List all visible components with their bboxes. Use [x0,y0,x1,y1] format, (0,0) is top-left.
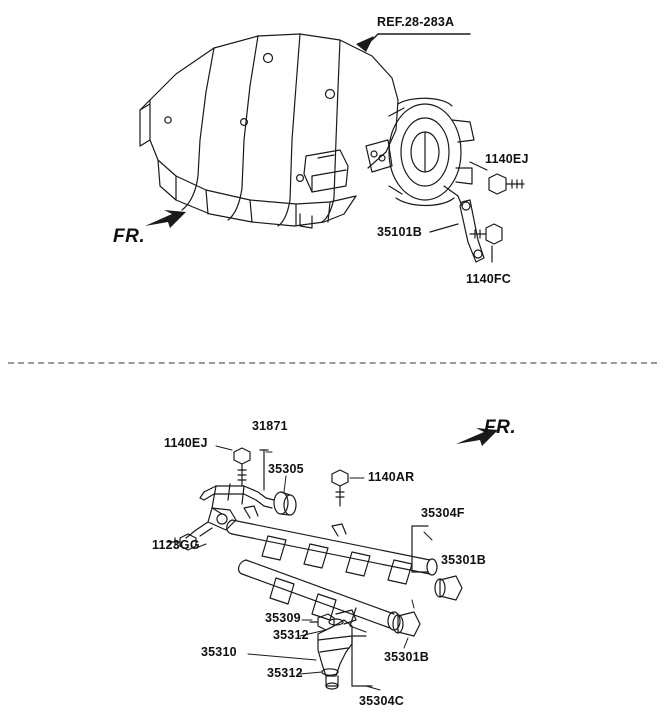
plug-35301b-right [435,576,462,600]
bolt-1140ej-bottom [234,448,250,486]
label-31871: 31871 [252,419,288,433]
plug-35301b-mid [393,612,420,636]
label-1140ej-bottom: 1140EJ [164,436,208,450]
bolt-1140ar [332,470,348,506]
label-35301b-mid: 35301B [384,650,429,664]
label-35309: 35309 [265,611,301,625]
label-35301b-right: 35301B [441,553,486,567]
fuel-rail-lower [239,560,400,632]
direction-marker-top: FR. [113,226,146,247]
section-divider [8,362,657,364]
label-35305: 35305 [268,462,304,476]
label-35310: 35310 [201,645,237,659]
fuel-rail-upper [227,506,437,584]
fr-arrow-top [145,210,186,228]
bolt-1140ej-top [489,174,524,194]
throttle-body [366,98,474,206]
bracket-35304c [352,636,372,686]
label-35312-lower: 35312 [267,666,303,680]
injector-35310 [318,610,356,689]
label-1140fc: 1140FC [466,272,511,286]
label-35304f: 35304F [421,506,465,520]
leader-35101b [430,224,458,232]
label-1140ar: 1140AR [368,470,415,484]
label-1123gg: 1123GG [152,538,200,552]
direction-marker-bottom: FR. [484,417,517,438]
label-35101b: 35101B [377,225,422,239]
label-ref-28-283a: REF.28-283A [377,15,455,29]
intake-manifold-body [140,34,398,228]
label-35312-upper: 35312 [273,628,309,642]
clip-35309 [310,614,334,630]
label-35304c: 35304C [359,694,404,708]
label-1140ej-top: 1140EJ [485,152,529,166]
